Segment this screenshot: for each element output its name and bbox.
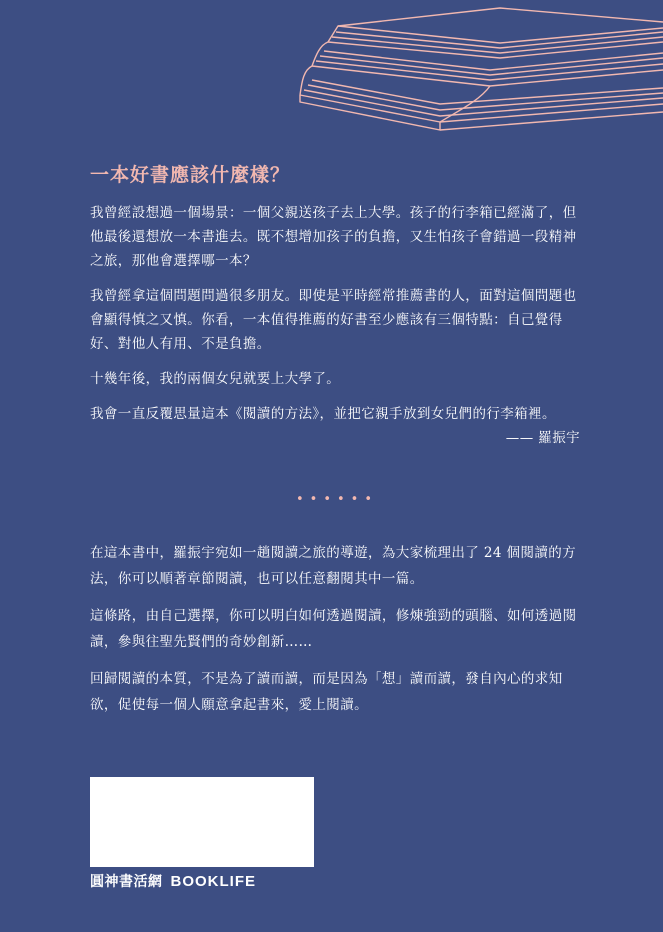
section-heading: 一本好書應該什麼樣？ — [90, 164, 291, 186]
endorsement-paragraph: 十幾年後，我的兩個女兒就要上大學了。 — [90, 371, 341, 387]
author-signature: —— 羅振宇 — [505, 430, 580, 446]
endorsement-paragraph: 我會一直反覆思量這本《閱讀的方法》，並把它親手放到女兒們的行李箱裡。 — [90, 406, 556, 422]
description-paragraph: 回歸閱讀的本質，不是為了讀而讀，而是因為「想」讀而讀，發自內心的求知欲，促使每一個人願意拿起書來，愛上閱讀。 — [90, 671, 563, 713]
barcode-area — [90, 777, 314, 867]
stacked-books-illustration — [290, 0, 663, 140]
publisher-logo — [90, 871, 256, 891]
description-paragraph: 這條路，由自己選擇，你可以明白如何透過閱讀，修煉強勁的頭腦、如何透過閱讀，參與往聖先賢們的奇妙創新…… — [90, 608, 577, 650]
dotted-divider: •••••• — [296, 492, 379, 507]
endorsement-paragraph: 我曾經拿這個問題問過很多朋友。即使是平時經常推薦書的人，面對這個問題也會顯得慎之又慎。你看，一本值得推薦的好書至少應該有三個特點：自己覺得好、對他人有用、不是負擔。 — [90, 288, 577, 352]
publisher-name-zh: 圓神書活網 — [90, 873, 163, 889]
description-paragraph: 在這本書中，羅振宇宛如一趟閱讀之旅的導遊，為大家梳理出了 24 個閱讀的方法，你可以順著章節閱讀，也可以任意翻閱其中一篇。 — [90, 545, 577, 587]
publisher-name-en: BOOKLIFE — [170, 873, 256, 890]
endorsement-section — [90, 201, 580, 450]
endorsement-paragraph: 我曾經設想過一個場景：一個父親送孩子去上大學。孩子的行李箱已經滿了，但他最後還想放一本書進去。既不想增加孩子的負擔，又生怕孩子會錯過一段精神之旅，那他會選擇哪一本？ — [90, 205, 577, 269]
description-section — [90, 540, 580, 729]
